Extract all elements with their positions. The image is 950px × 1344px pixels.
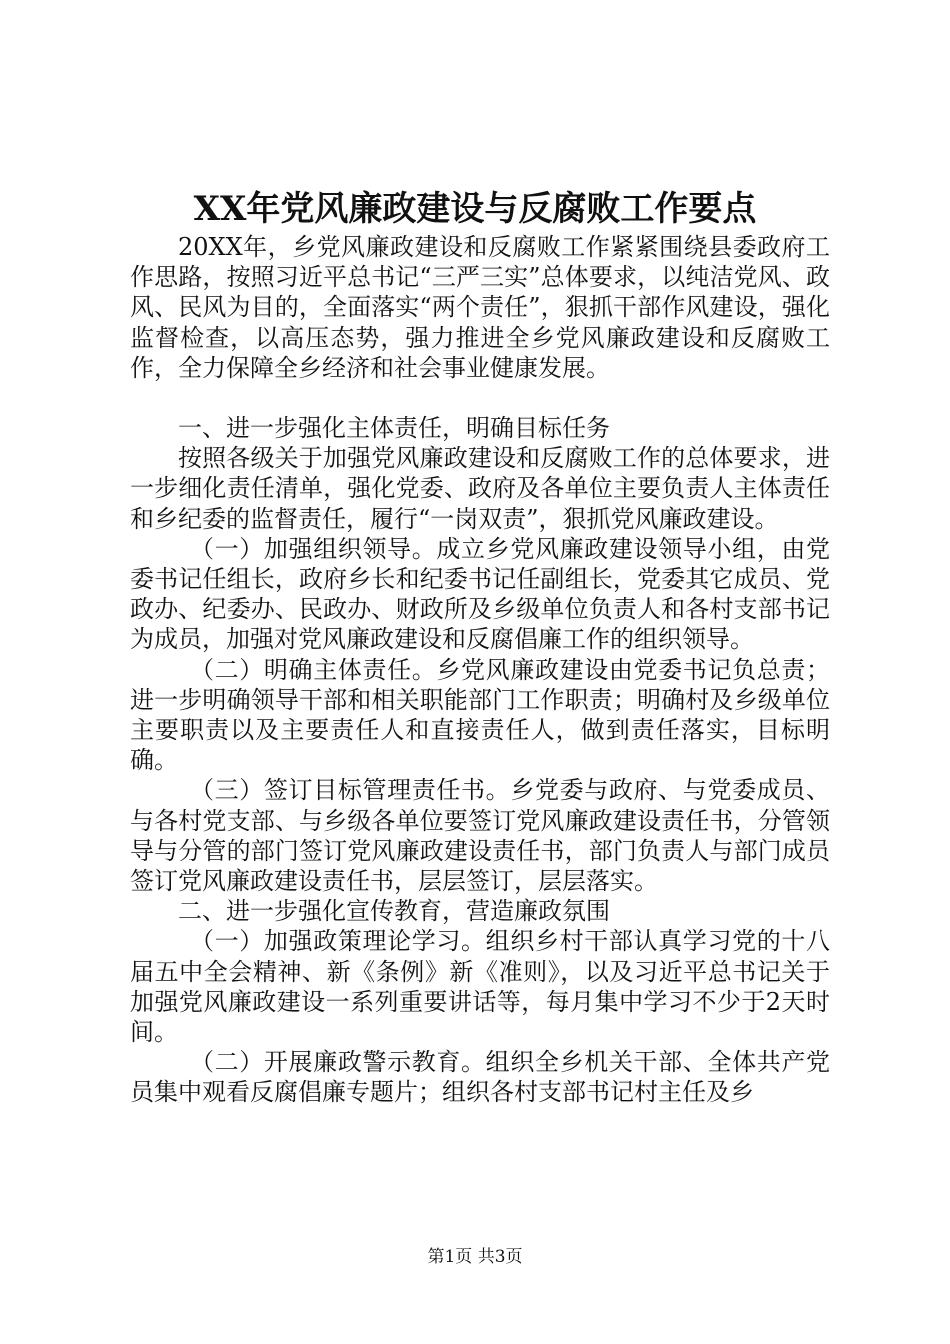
- intro-paragraph: 20XX年，乡党风廉政建设和反腐败工作紧紧围绕县委政府工作思路，按照习近平总书记“三严三实”总体要求，以纯洁党风、政风、民风为目的，全面落实“两个责任”，狠抓干部作风建设，强化监督检查，以高压态势，强力推进全乡党风廉政建设和反腐败工作，全力保障全乡经济和社会事业健康发展。: [130, 233, 830, 382]
- page-number-footer: 第1页 共3页: [427, 1247, 523, 1267]
- section-1-paragraph: 按照各级关于加强党风廉政建设和反腐败工作的总体要求，进一步细化责任清单，强化党委、政府及各单位主要负责人主体责任和乡纪委的监督责任，履行“一岗双责”，狠抓党风廉政建设。: [130, 444, 830, 533]
- paragraph-spacer: [130, 383, 830, 413]
- section-2-item-2: （二）开展廉政警示教育。组织全乡机关干部、全体共产党员集中观看反腐倡廉专题片；组织各村支部书记村主任及乡: [130, 1048, 830, 1107]
- document-body: [130, 232, 830, 1108]
- section-2-item-1: （一）加强政策理论学习。组织乡村干部认真学习党的十八届五中全会精神、新《条例》新《准则》，以及习近平总书记关于加强党风廉政建设一系列重要讲话等，每月集中学习不少于2天时间。: [130, 927, 830, 1047]
- section-1-item-3: （三）签订目标管理责任书。乡党委与政府、与党委成员、与各村党支部、与乡级各单位要签订党风廉政建设责任书，分管领导与分管的部门签订党风廉政建设责任书，部门负责人与部门成员签订党风廉政建设责任书，层层签订，层层落实。: [130, 776, 830, 896]
- document-title: XX年党风廉政建设与反腐败工作要点: [193, 189, 757, 229]
- section-heading-2: 二、进一步强化宣传教育，营造廉政氛围: [178, 897, 610, 926]
- section-heading-1: 一、进一步强化主体责任，明确目标任务: [178, 414, 610, 443]
- section-1-item-2: （二）明确主体责任。乡党风廉政建设由党委书记负总责；进一步明确领导干部和相关职能部门工作职责；明确村及乡级单位主要职责以及主要责任人和直接责任人，做到责任落实，目标明确。: [130, 655, 830, 775]
- section-1-item-1: （一）加强组织领导。成立乡党风廉政建设领导小组，由党委书记任组长，政府乡长和纪委书记任副组长，党委其它成员、党政办、纪委办、民政办、财政所及乡级单位负责人和各村支部书记为成员，加强对党风廉政建设和反腐倡廉工作的组织领导。: [130, 534, 830, 654]
